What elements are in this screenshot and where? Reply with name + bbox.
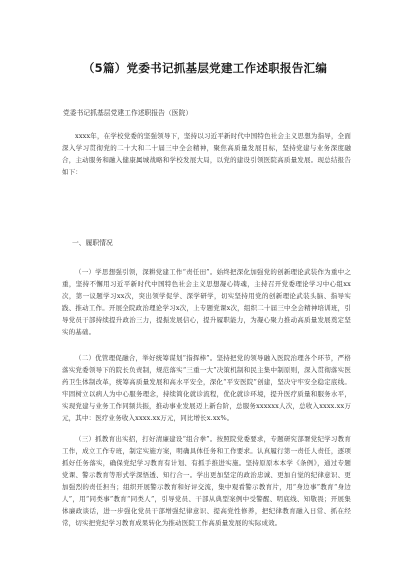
document-title: （5篇）党委书记抓基层党建工作述职报告汇编	[82, 61, 328, 75]
section-paragraph-1: （一）学思想强引领，深耕党建工作“责任田”。始终把深化加强党的创新理论武装作为重中之重，坚持不懈用习近平新时代中国特色社会主义思想凝心铸魂，主持召开党委理论学习中心组xx次，第一议题学习xx次，突出领学促学、深学研学，切实坚持用党的创新理论武装头脑、指导实践、推动工作。开展全院政治理论学习x次，上专题党课x次，组织二十届三中全会精神培训班，引导党员干部持续提升政治三力，提振发展信心，提升履职能力，为凝心聚力推动高质量发展奠定坚实的基础。	[62, 268, 351, 336]
report-subtitle: 党委书记抓基层党建工作述职报告（医院）	[63, 109, 193, 117]
section-paragraph-3: （三）抓教育出实招，打好清廉建设“组合拳”。按照院党委要求，专题研究部署党纪学习教育工作，成立工作专班，制定实施方案，明确具体任务和工作要求。认真履行第一责任人责任，逐项抓好任务落实，确保党纪学习教育有计划、有抓手推进实施。坚持原原本本学《条例》，通过专题党课、警示教育等形式学深悟透、知行合一。学出更加坚定的政治忠诚、更加自觉的纪律意识、更加强烈的责任担当；组织开展警示教育和好评交流，集中观看警示教育片，用“身边事”教育“身边人”，用“同类事”教育“同类人”，引导党员、干部从典型案例中受警醒、明底线、知敬畏；开展集体廉政谈话，进一步强化党员干部增强纪律意识、提高党性修养，把纪律教育融入日常、抓在经常，切实把党纪学习教育成果转化为推动医院工作高质量发展的实际成效。	[62, 435, 351, 527]
section-paragraph-2: （二）优管理促融合，举好统筹谋划“指挥棒”。坚持把党的领导融入医院治理各个环节，严格落实党委领导下的院长负责制，规范落实“三重一大”决策机制和民主集中制原则，深入贯彻落实医药卫生体制改革，统筹高质量发展和高水平安全，深化“平安医院”创建，坚决守牢安全稳定底线。牢固树立以病人为中心服务理念，持续简化就诊流程，优化就诊环境，提升医疗质量和服务水平，实现党建与业务工作同频共振，推动事业发展迈上新台阶，总服务xxxxxx人次，总收入xxxx.xx万元，其中：医疗业务收入xxxx.xx万元，同比增长x.xx%。	[62, 354, 351, 422]
intro-paragraph: xxxx年，在学校党委的坚强领导下，坚持以习近平新时代中国特色社会主义思想为指导，全面深入学习贯彻党的二十大和二十届三中全会精神，聚焦高质量发展目标，坚持党建与业务深度融合，主动服务和融入健康属城战略和学校发展大局，以党的建设引领医院高质量发展。现总结报告如下：	[62, 132, 351, 176]
section-heading: 一、履职情况	[72, 239, 113, 247]
